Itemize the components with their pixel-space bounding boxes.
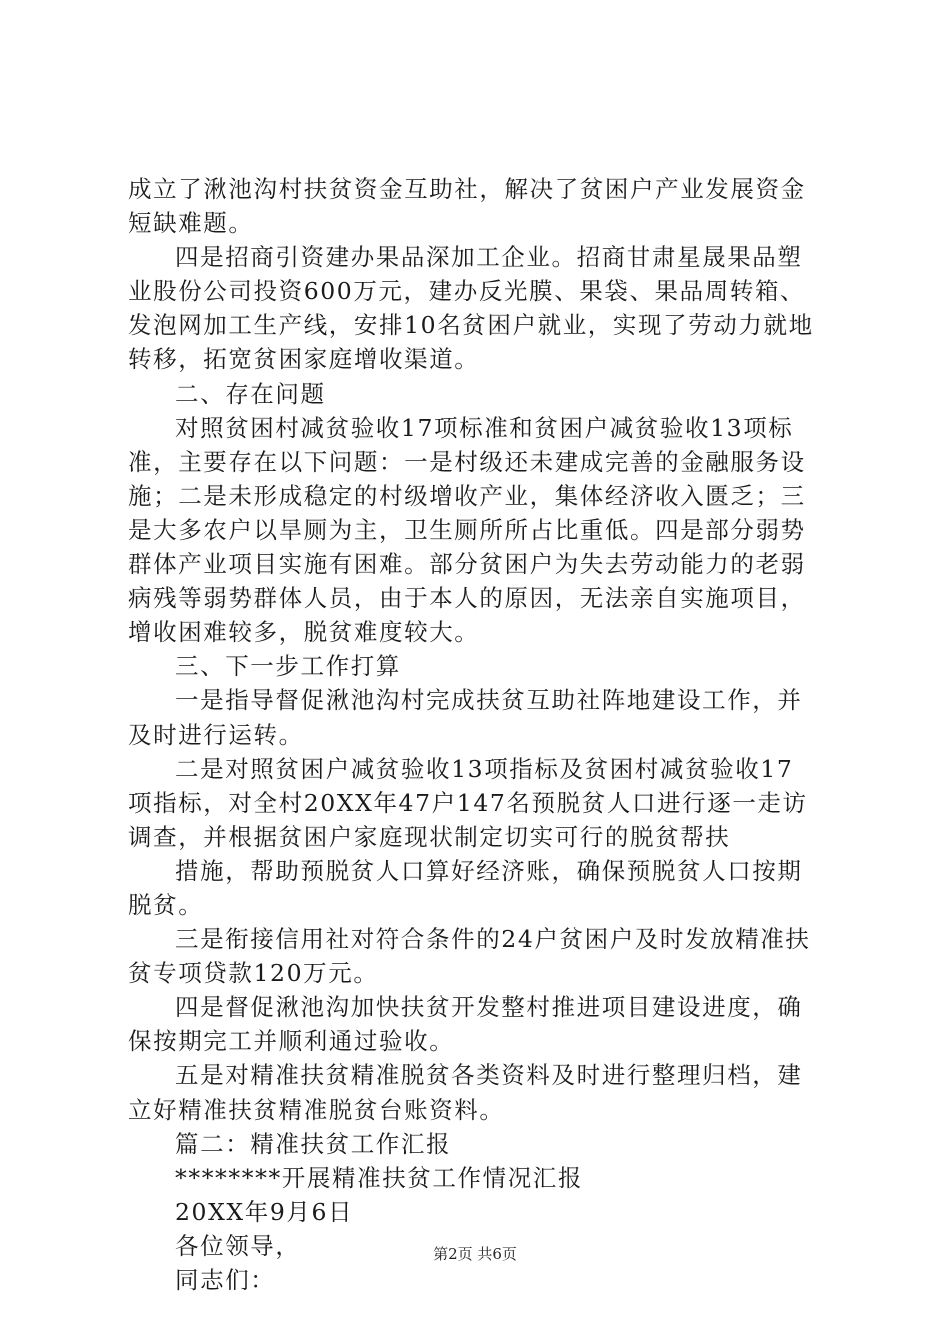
text-line: 准，主要存在以下问题：一是村级还未建成完善的金融服务设 — [128, 447, 806, 476]
text-line: 项指标，对全村20XX年47户147名预脱贫人口进行逐一走访 — [128, 788, 808, 817]
text-line: 四是督促湫池沟加快扶贫开发整村推进项目建设进度，确 — [175, 993, 803, 1022]
text-line: 二、存在问题 — [175, 379, 326, 408]
text-line: 及时进行运转。 — [128, 720, 304, 749]
text-line: 施；二是未形成稳定的村级增收产业，集体经济收入匮乏；三 — [128, 481, 806, 510]
text-line: 转移，拓宽贫困家庭增收渠道。 — [128, 345, 480, 374]
text-line: 三是衔接信用社对符合条件的24户贫困户及时发放精准扶 — [175, 925, 811, 954]
text-line: 四是招商引资建办果品深加工企业。招商甘肃星晟果品塑 — [175, 243, 803, 272]
text-line: 短缺难题。 — [128, 209, 254, 238]
text-line: 各位领导， — [175, 1231, 301, 1260]
text-line: 增收困难较多，脱贫难度较大。 — [128, 618, 480, 647]
text-line: 发泡网加工生产线，安排10名贫困户就业，实现了劳动力就地 — [128, 311, 814, 340]
page-footer: 第2页 共6页 — [433, 1245, 517, 1263]
text-line: 措施，帮助预脱贫人口算好经济账，确保预脱贫人口按期 — [175, 856, 803, 885]
text-line: ********开展精准扶贫工作情况汇报 — [175, 1163, 583, 1192]
text-line: 篇二：精准扶贫工作汇报 — [175, 1129, 452, 1158]
text-line: 三、下一步工作打算 — [175, 652, 401, 681]
text-line: 20XX年9月6日 — [175, 1197, 354, 1226]
text-line: 二是对照贫困户减贫验收13项指标及贫困村减贫验收17 — [175, 754, 794, 783]
text-line: 病残等弱势群体人员，由于本人的原因，无法亲自实施项目， — [128, 584, 806, 613]
text-line: 业股份公司投资600万元，建办反光膜、果袋、果品周转箱、 — [128, 277, 806, 306]
text-line: 脱贫。 — [128, 890, 204, 919]
text-line: 同志们： — [175, 1266, 276, 1294]
text-line: 成立了湫池沟村扶贫资金互助社，解决了贫困户产业发展资金 — [128, 175, 806, 203]
text-line: 对照贫困村减贫验收17项标准和贫困户减贫验收13项标 — [175, 413, 794, 442]
text-line: 立好精准扶贫精准脱贫台账资料。 — [128, 1095, 505, 1124]
text-line: 保按期完工并顺利通过验收。 — [128, 1027, 455, 1056]
text-line: 贫专项贷款120万元。 — [128, 959, 379, 988]
text-line: 调查，并根据贫困户家庭现状制定切实可行的脱贫帮扶 — [128, 822, 731, 851]
text-line: 群体产业项目实施有困难。部分贫困户为失去劳动能力的老弱 — [128, 550, 806, 579]
text-line: 五是对精准扶贫精准脱贫各类资料及时进行整理归档，建 — [175, 1061, 803, 1090]
text-line: 是大多农户以旱厕为主，卫生厕所所占比重低。四是部分弱势 — [128, 515, 806, 544]
document-body — [128, 172, 828, 1297]
text-line: 一是指导督促湫池沟村完成扶贫互助社阵地建设工作，并 — [175, 686, 803, 715]
